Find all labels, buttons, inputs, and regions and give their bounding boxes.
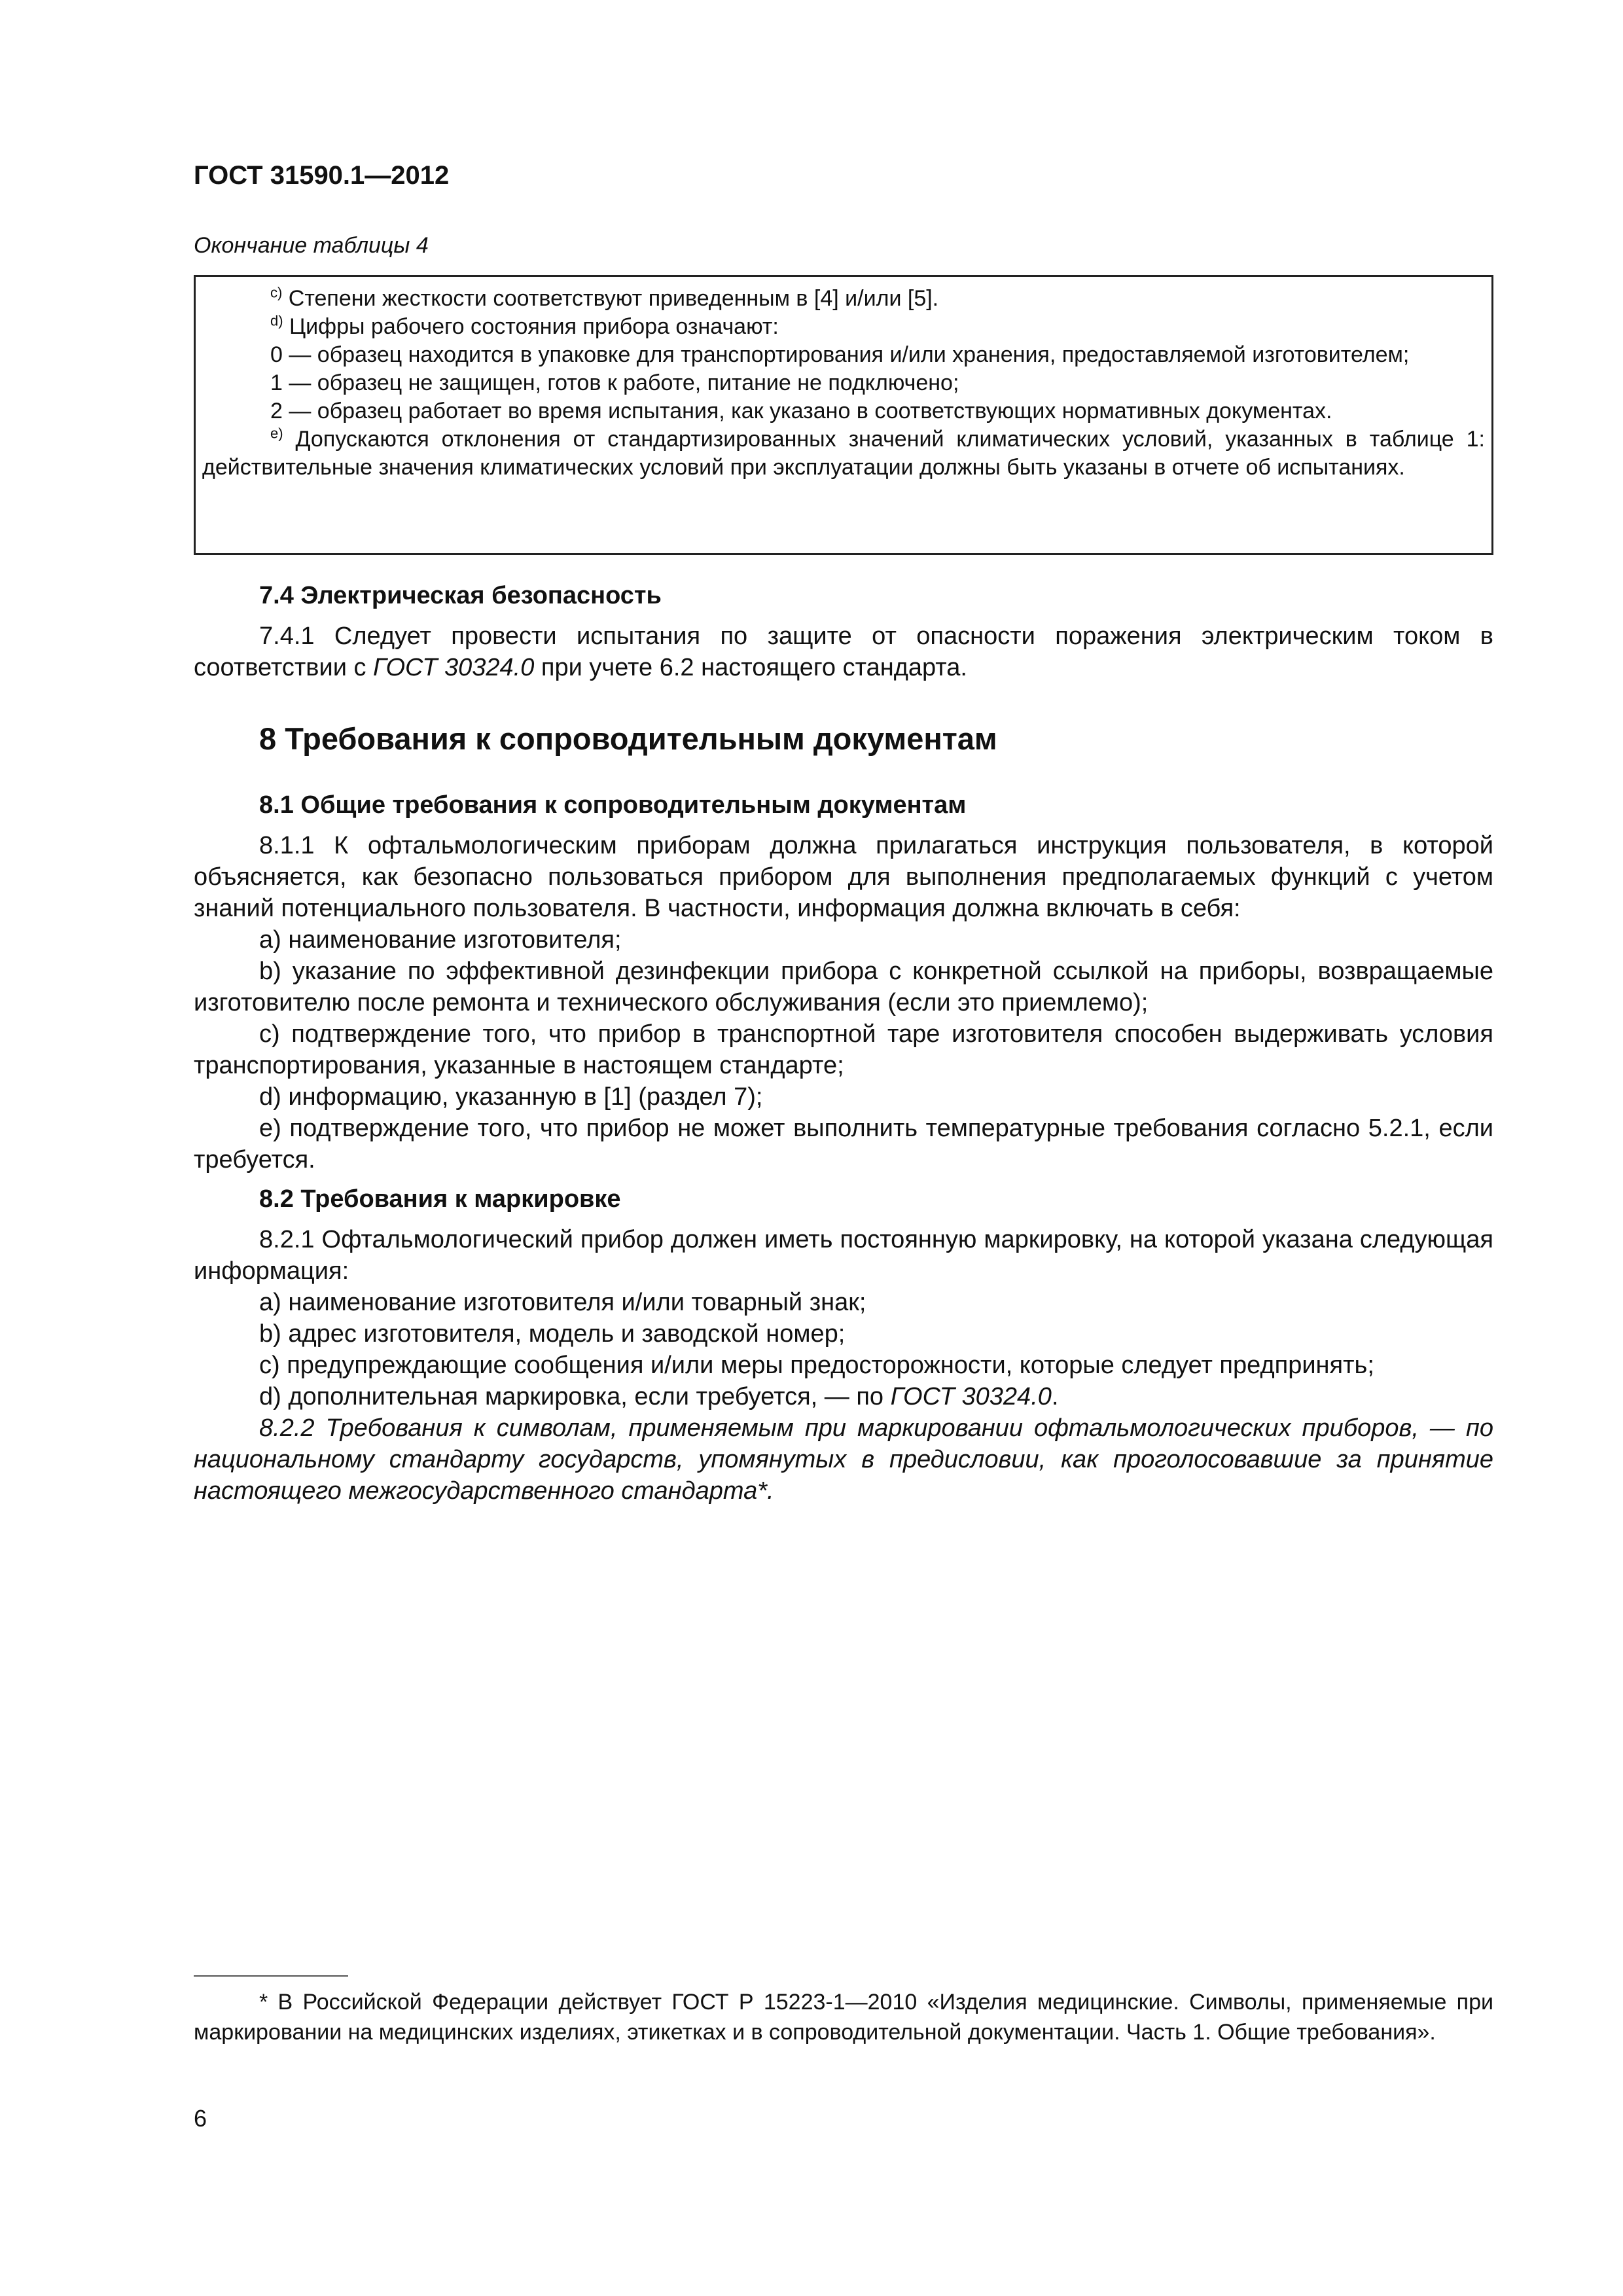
list-item: c) предупреждающие сообщения и/или меры предосторожности, которые следует предпринять; [259, 1352, 1374, 1379]
paragraph-8-2-2: 8.2.2 Требования к символам, применяемым при маркировании офтальмологических приборов, — по национальному стандарту государств, упомянутых в предисловии, как проголосовавшие за принятие настоящего межгосударственного стандарта*. [194, 1414, 1493, 1505]
standard-reference: ГОСТ 30324.0 [373, 654, 535, 681]
note-mark: e) [270, 425, 283, 442]
table-note-e [202, 425, 1485, 482]
list-item: a) наименование изготовителя; [259, 926, 622, 954]
list-item: e) подтверждение того, что прибор не может выполнить температурные требования согласно 5.2.1, если требуется. [194, 1115, 1493, 1174]
paragraph-8-1-1: 8.1.1 К офтальмологическим приборам должна прилагаться инструкция пользователя, в которой объясняется, как безопасно пользоваться прибором для выполнения предполагаемых функций с учетом знаний потенциального пользователя. В частности, информация должна включать в себя: [194, 832, 1493, 922]
paragraph-8-2-1: 8.2.1 Офтальмологический прибор должен иметь постоянную маркировку, на которой указана следующая информация: [194, 1226, 1493, 1285]
table-note-state-1: 1 — образец не защищен, готов к работе, питание не подключено; [270, 370, 959, 395]
standard-reference: ГОСТ 30324.0 [890, 1383, 1052, 1410]
note-text: Цифры рабочего состояния прибора означают: [283, 314, 779, 339]
footnote: * В Российской Федерации действует ГОСТ Р 15223-1—2010 «Изделия медицинские. Символы, применяемые при маркировании на медицинских изделиях, этикетках и в сопроводительной документации. Часть 1. Общие требования». [194, 1990, 1493, 2045]
text-run: при учете 6.2 настоящего стандарта. [534, 654, 967, 681]
paragraph-7-4-1 [194, 620, 1493, 683]
list-item: d) информацию, указанную в [1] (раздел 7); [259, 1083, 763, 1111]
list-item: c) подтверждение того, что прибор в транспортной таре изготовителя способен выдерживать условия транспортирования, указанные в настоящем стандарте; [194, 1020, 1493, 1079]
document-body [194, 572, 1493, 1507]
section-8-heading: 8 Требования к сопроводительным документам [259, 721, 997, 756]
list-item [194, 1381, 1493, 1412]
text-run: 7.4.1 Следует провести испытания по защите от опасности поражения электрическим током в соответствии с [194, 622, 1493, 681]
section-8-1-heading: 8.1 Общие требования к сопроводительным документам [259, 791, 967, 819]
text-run: d) дополнительная маркировка, если требуется, — по [259, 1383, 891, 1410]
list-item: a) наименование изготовителя и/или товарный знак; [259, 1289, 866, 1316]
table-notes-box [194, 275, 1493, 555]
list-item: b) указание по эффективной дезинфекции прибора с конкретной ссылкой на приборы, возвращаемые изготовителю после ремонта и технического обслуживания (если это приемлемо); [194, 958, 1493, 1016]
document-id: ГОСТ 31590.1—2012 [194, 161, 450, 190]
table-note-d [202, 313, 1485, 341]
section-7-4-heading: 7.4 Электрическая безопасность [259, 582, 662, 609]
note-text: Допускаются отклонения от стандартизированных значений климатических условий, указанных в таблице 1: действительные значения климатических условий при эксплуатации должны быть указаны в отчете об испытаниях. [202, 427, 1485, 480]
table-note-state-2: 2 — образец работает во время испытания, как указано в соответствующих нормативных документах. [270, 399, 1332, 423]
note-mark: c) [270, 284, 283, 301]
table-note-state-0: 0 — образец находится в упаковке для транспортирования и/или хранения, предоставляемой изготовителем; [270, 342, 1410, 367]
note-text: Степени жесткости соответствуют приведенным в [4] и/или [5]. [282, 286, 939, 311]
footnote-separator [194, 1975, 348, 1977]
text-run: . [1051, 1383, 1059, 1410]
table-note-c [202, 285, 1485, 313]
note-mark: d) [270, 312, 283, 329]
section-8-2-heading: 8.2 Требования к маркировке [259, 1185, 621, 1213]
list-item: b) адрес изготовителя, модель и заводской номер; [259, 1320, 846, 1348]
page-number: 6 [194, 2105, 207, 2132]
table-caption: Окончание таблицы 4 [194, 233, 429, 258]
